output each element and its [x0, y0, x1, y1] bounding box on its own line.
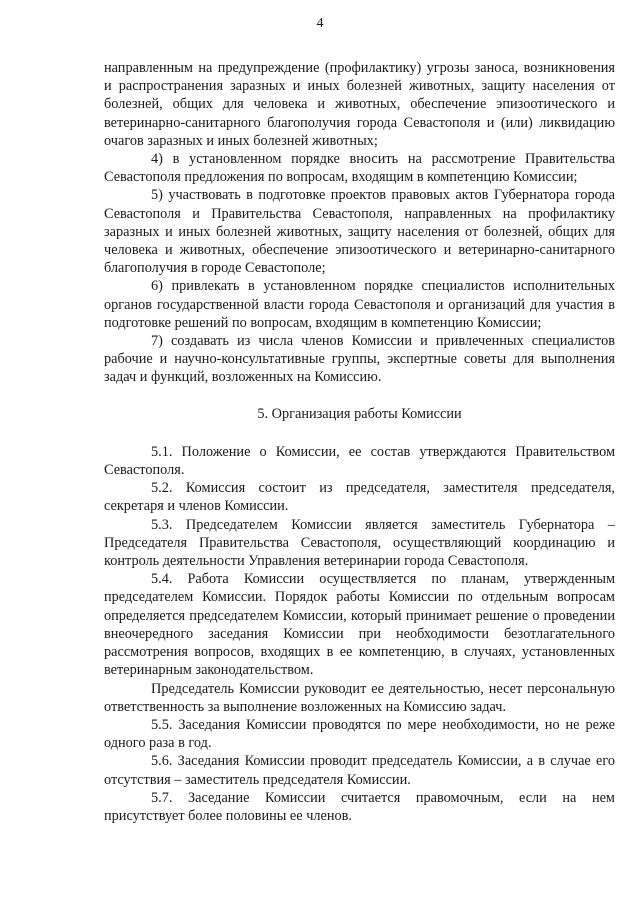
- page-number: 4: [316, 16, 324, 31]
- paragraph-item-6: 6) привлекать в установленном порядке специалистов исполнительных органов государственной власти города Севастополя и организаций для участия в подготовке решений по вопросам, входящим в компетенцию Комиссии;: [104, 278, 615, 331]
- section-heading: 5. Организация работы Комиссии: [257, 405, 462, 422]
- paragraph-5-1: 5.1. Положение о Комиссии, ее состав утверждаются Правительством Севастополя.: [104, 443, 615, 479]
- paragraph-item-5: 5) участвовать в подготовке проектов правовых актов Губернатора города Севастополя и Правительства Севастополя, направленных на профилактику заразных и иных болезней животных, защиту населения от болезней, общих для человека и животных, обеспечение эпизоотического и ветеринарно-санитарного благополучия в городе Севастополе;: [104, 187, 615, 277]
- paragraph-continuation: направленным на предупреждение (профилактику) угрозы заноса, возникновения и распространения заразных и иных болезней животных, защиту населения от болезней, общих для человека и животных, обеспечение эпизоотического и ветеринарно-санитарного благополучия города Севастополя и (или) ликвидацию очагов заразных и иных болезней животных;: [104, 60, 615, 149]
- paragraph-5-7: 5.7. Заседание Комиссии считается правомочным, если на нем присутствует более половины ее членов.: [104, 789, 615, 824]
- paragraph-5-3: 5.3. Председателем Комиссии является заместитель Губернатора – Председателя Правительства Севастополя, осуществляющий координацию и контроль деятельности Управления ветеринарии города Севастополя.: [104, 516, 615, 570]
- paragraph-item-4: 4) в установленном порядке вносить на рассмотрение Правительства Севастополя предложения по вопросам, входящим в компетенцию Комиссии;: [104, 151, 615, 186]
- paragraph-5-2: 5.2. Комиссия состоит из председателя, заместителя председателя, секретаря и членов Комиссии.: [104, 480, 615, 515]
- paragraph-chairman: Председатель Комиссии руководит ее деятельностью, несет персональную ответственность за выполнение возложенных на Комиссию задач.: [104, 680, 615, 715]
- paragraph-5-6: 5.6. Заседания Комиссии проводит председатель Комиссии, а в случае его отсутствия – заместитель председателя Комиссии.: [104, 753, 615, 788]
- paragraph-5-5: 5.5. Заседания Комиссии проводятся по мере необходимости, но не реже одного раза в год.: [104, 716, 615, 752]
- document-body: [104, 59, 615, 825]
- paragraph-item-7: 7) создавать из числа членов Комиссии и привлеченных специалистов рабочие и научно-консультативные группы, экспертные советы для выполнения задач и функций, возложенных на Комиссию.: [104, 333, 615, 386]
- paragraph-5-4: 5.4. Работа Комиссии осуществляется по планам, утвержденным председателем Комиссии. Порядок работы Комиссии по отдельным вопросам определяется председателем Комиссии, который принимает решение о проведении внеочередного заседания Комиссии при необходимости безотлагательного рассмотрения вопросов, входящих в ее компетенцию, в случаях, установленных ветеринарным законодательством.: [104, 571, 615, 679]
